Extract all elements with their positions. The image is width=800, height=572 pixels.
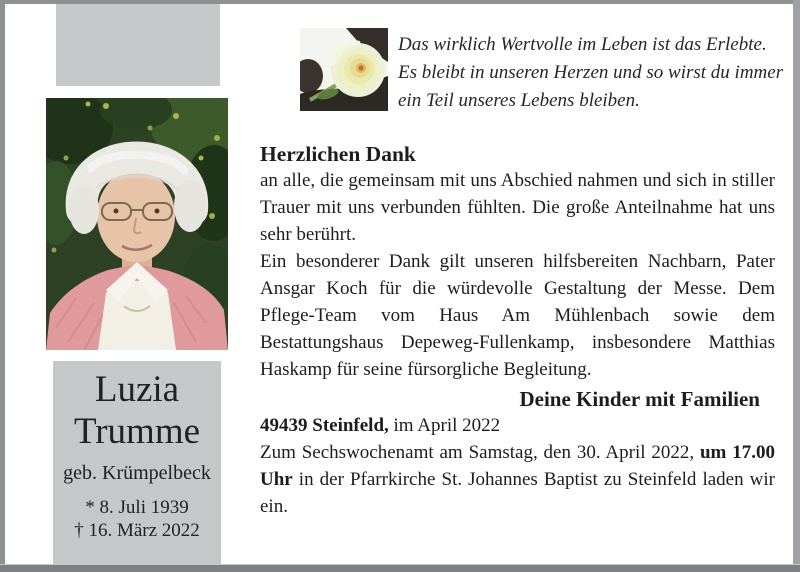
place-name: 49439 Steinfeld, — [260, 415, 389, 436]
portrait-image — [46, 98, 228, 350]
invitation-paragraph — [260, 439, 775, 520]
name-box — [53, 361, 221, 565]
paragraph-thanks: an alle, die gemeinsam mit uns Abschied nahmen und sich in stiller Trauer mit uns verbunden fühlten. Die große Anteilnahme hat uns sehr berührt. — [260, 170, 775, 245]
invitation-text-end: in der Pfarrkirche St. Johannes Baptist zu Steinfeld laden wir ein. — [260, 469, 775, 517]
place-date-line — [260, 412, 775, 439]
death-date: † 16. März 2022 — [74, 520, 200, 541]
maiden-name: geb. Krümpelbeck — [63, 462, 211, 484]
place-date: im April 2022 — [388, 415, 501, 436]
family-signature: Deine Kinder mit Familien — [519, 387, 760, 411]
page-title: Herzlichen Dank — [260, 142, 416, 166]
bottom-rule — [0, 564, 800, 572]
quote-line-2: Es bleibt in unseren Herzen und so wirst du immer — [398, 62, 784, 83]
invitation-text-start: Zum Sechswochenamt am Samstag, den 30. April 2022, — [260, 442, 700, 463]
invitation-time: um 17.00 Uhr — [260, 442, 775, 490]
portrait-photo — [46, 98, 228, 350]
blank-gray-block — [56, 4, 220, 86]
scan-border-left — [0, 0, 5, 572]
quote-line-1: Das wirklich Wertvolle im Leben ist das Erlebte. — [398, 34, 767, 55]
deceased-last-name: Trumme — [73, 411, 201, 452]
scan-border-right — [793, 0, 800, 572]
birth-date: * 8. Juli 1939 — [85, 497, 189, 518]
life-dates — [53, 496, 221, 542]
deceased-first-name: Luzia — [94, 369, 180, 410]
quote-line-3: ein Teil unseres Lebens bleiben. — [398, 90, 640, 111]
thank-you-column — [260, 0, 775, 520]
paragraph-special-thanks: Ein besonderer Dank gilt unseren hilfsbereiten Nachbarn, Pater Ansgar Koch für die würdevolle Gestaltung der Messe. Dem Pflege-Team vom Haus Am Mühlenbach sowie dem Bestattungshaus Depeweg-Fullenkamp, insbesondere Matthias Haskamp für seine fürsorgliche Begleitung. — [260, 251, 775, 380]
